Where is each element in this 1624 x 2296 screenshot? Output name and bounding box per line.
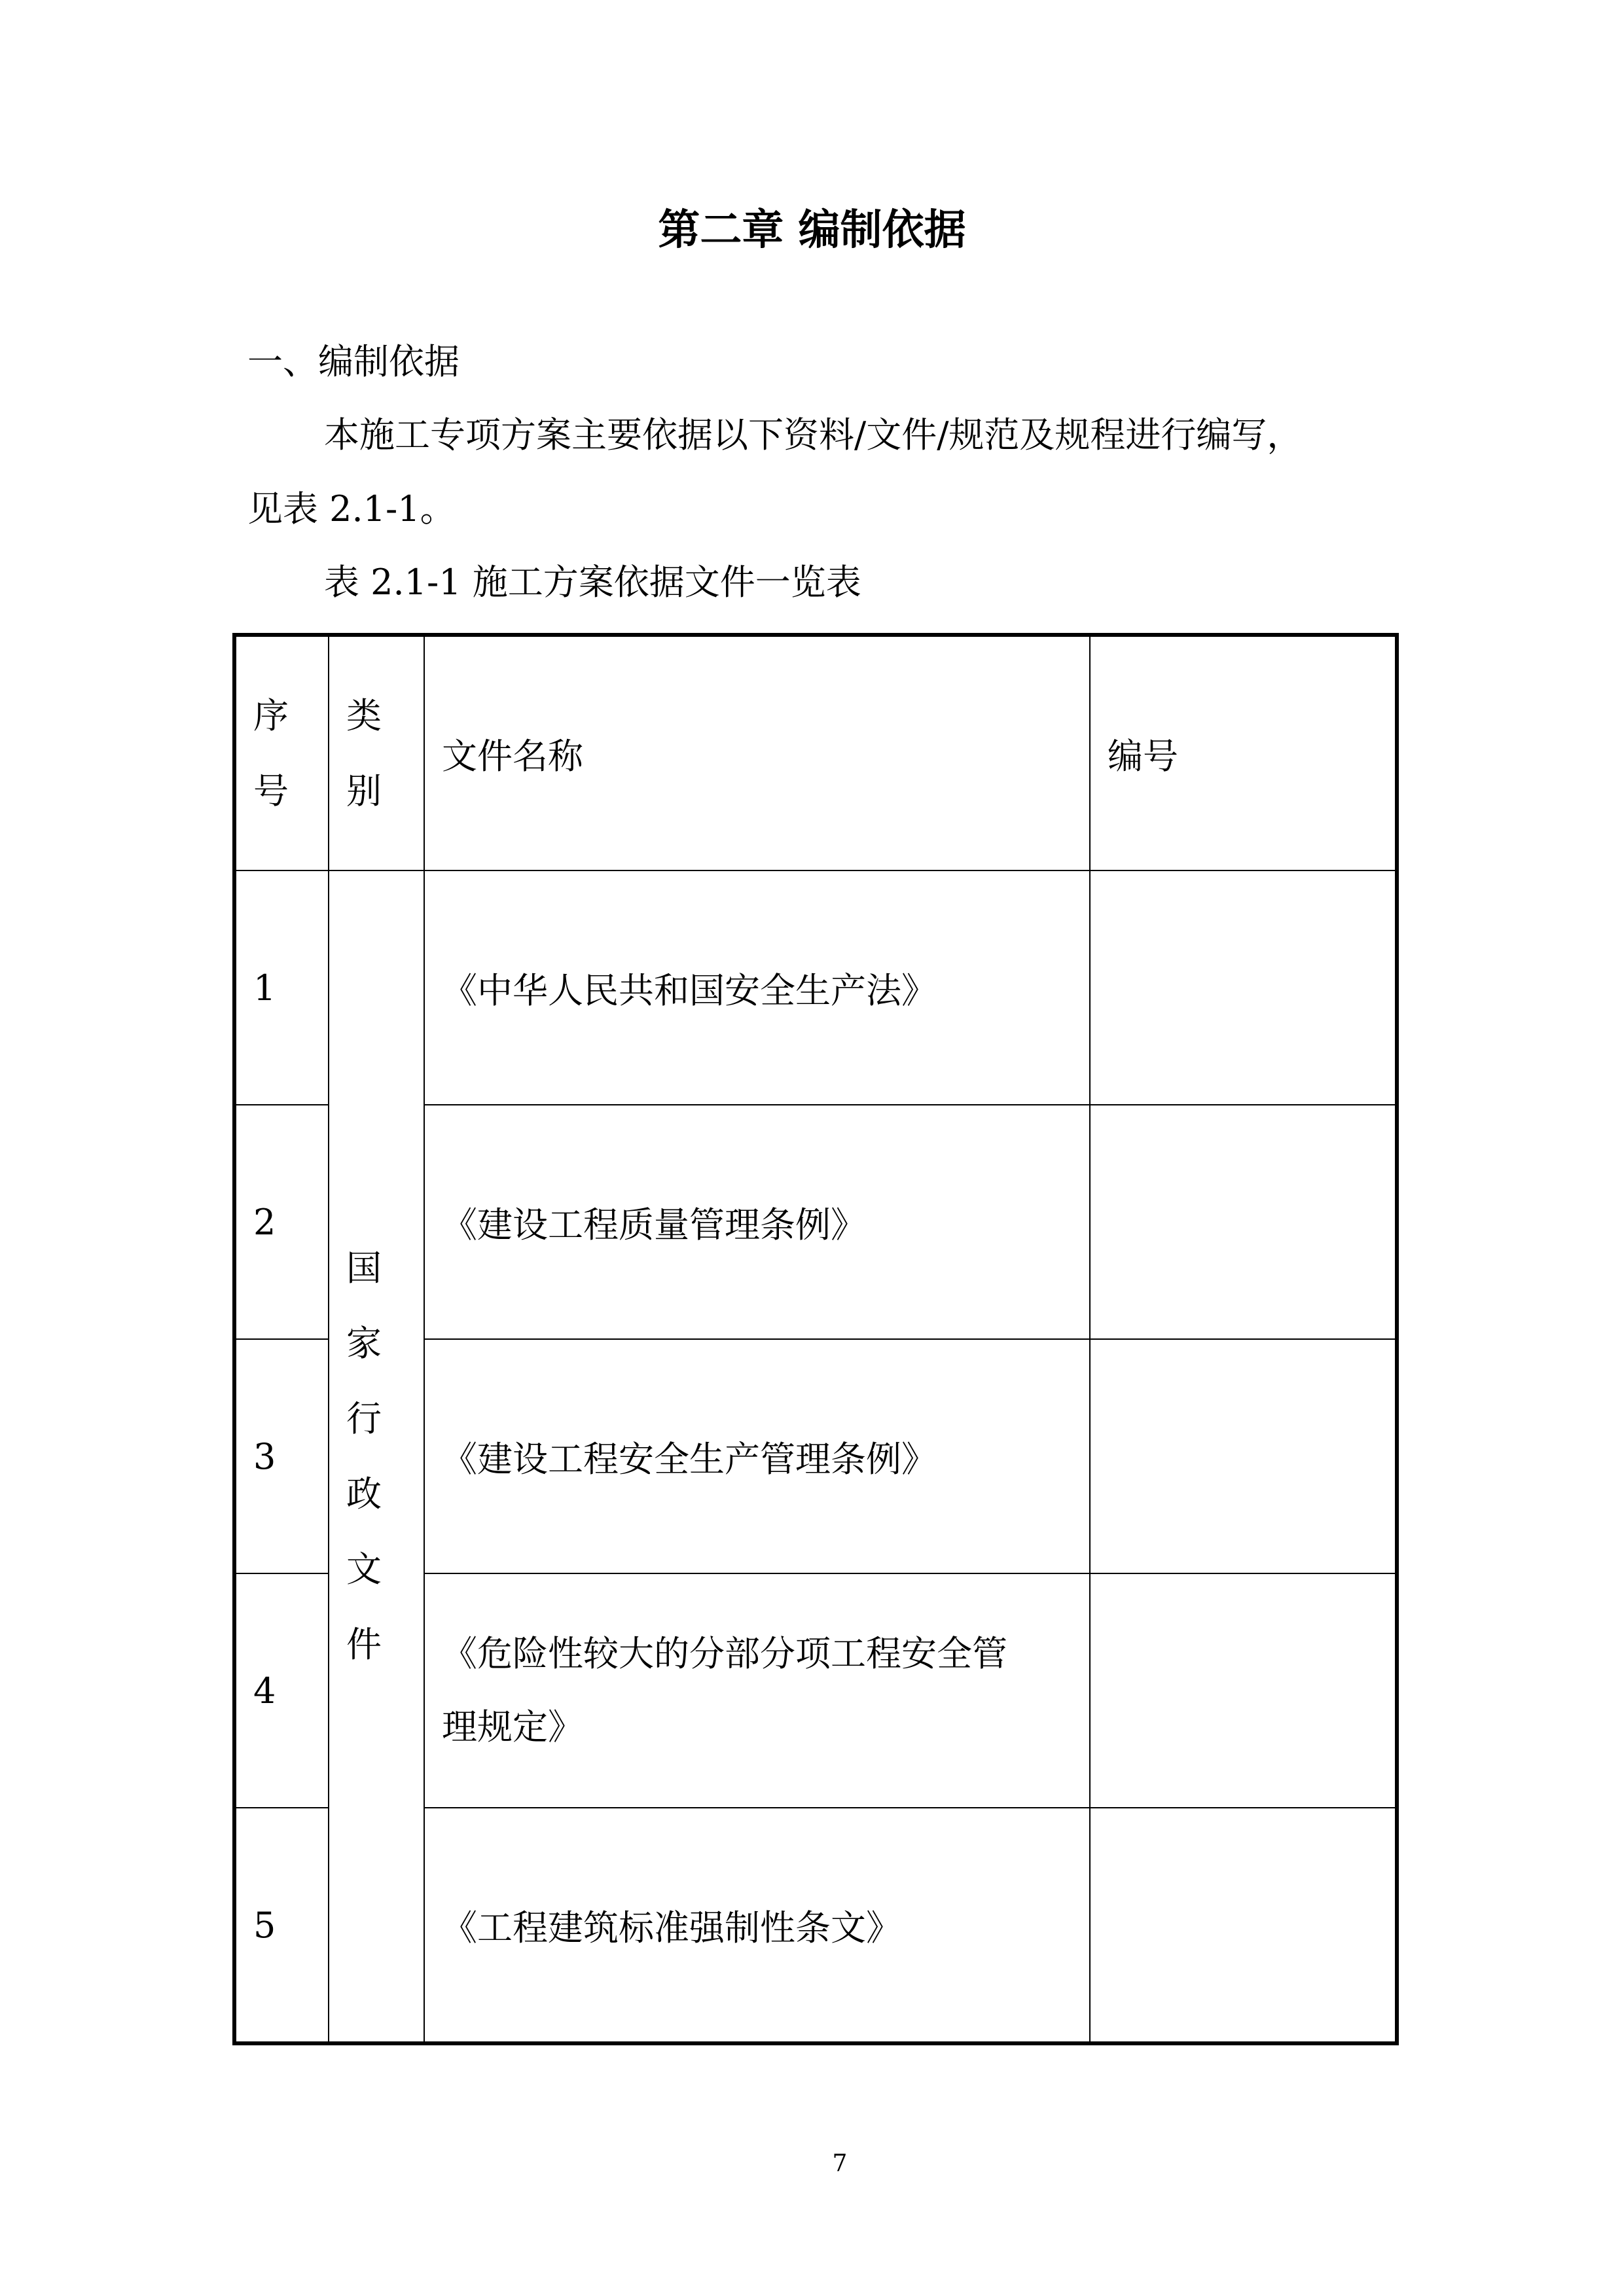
table-caption: 表 2.1-1 施工方案依据文件一览表: [324, 562, 861, 603]
section-heading: 一、编制依据: [247, 341, 460, 382]
row-code: [1090, 1573, 1397, 1808]
row-seq: 1: [234, 870, 329, 1105]
header-seq: 序 号: [234, 635, 329, 870]
category-cell: 国 家 行 政 文 件: [329, 870, 424, 2043]
paragraph-line-2: 见表 2.1-1。: [247, 488, 456, 529]
table-row: [234, 870, 1397, 1105]
page-number: 7: [832, 2150, 848, 2177]
row-doc-name: 《危险性较大的分部分项工程安全管 理规定》: [424, 1573, 1090, 1808]
row-doc-name: 《中华人民共和国安全生产法》: [424, 870, 1090, 1105]
header-code: 编号: [1090, 635, 1397, 870]
row-seq: 2: [234, 1105, 329, 1339]
header-doc-name: 文件名称: [424, 635, 1090, 870]
row-code: [1090, 1808, 1397, 2043]
row-code: [1090, 870, 1397, 1105]
paragraph-line-1: 本施工专项方案主要依据以下资料/文件/规范及规程进行编写，: [324, 414, 1303, 456]
table-header-row: [234, 635, 1397, 870]
row-doc-name: 《工程建筑标准强制性条文》: [424, 1808, 1090, 2043]
row-doc-name: 《建设工程质量管理条例》: [424, 1105, 1090, 1339]
header-category: 类 别: [329, 635, 424, 870]
row-doc-name: 《建设工程安全生产管理条例》: [424, 1339, 1090, 1573]
row-seq: 3: [234, 1339, 329, 1573]
row-seq: 5: [234, 1808, 329, 2043]
page-title: 第二章 编制依据: [658, 206, 966, 255]
row-code: [1090, 1105, 1397, 1339]
basis-documents-table: [232, 633, 1399, 2045]
row-code: [1090, 1339, 1397, 1573]
row-seq: 4: [234, 1573, 329, 1808]
